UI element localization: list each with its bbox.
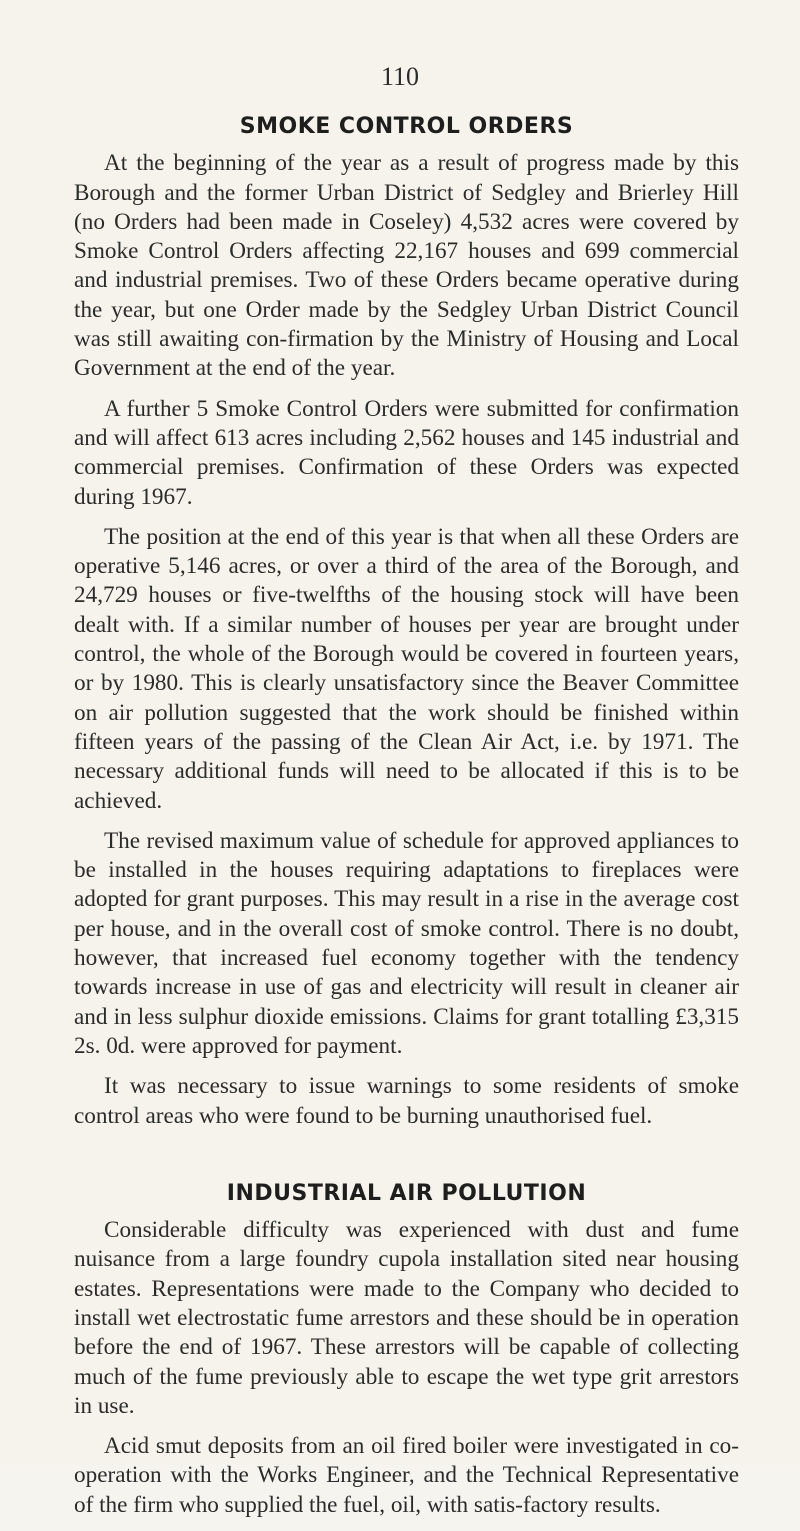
- section-smoke-control-orders: [74, 112, 739, 1131]
- paragraph: The revised maximum value of schedule for approved appliances to be installed in the houses requiring adaptations to fireplaces were adopted for grant purposes. This may result in a rise in the average cost per house, and in the overall cost of smoke control. There is no doubt, however, that increased fuel economy together with the tendency towards increase in use of gas and electricity will result in cleaner air and in less sulphur dioxide emissions. Claims for grant totalling £3,315 2s. 0d. were approved for payment.: [74, 827, 739, 1059]
- paragraph: At the beginning of the year as a result of progress made by this Borough and the former Urban District of Sedgley and Brierley Hill (no Orders had been made in Coseley) 4,532 acres were covered by Smoke Control Orders affecting 22,167 houses and 699 commercial and industrial premises. Two of these Orders became operative during the year, but one Order made by the Sedgley Urban District Council was still awaiting con-firmation by the Ministry of Housing and Local Government at the end of the year.: [74, 150, 739, 382]
- page-number: 110: [380, 62, 420, 91]
- section-heading: SMOKE CONTROL ORDERS: [239, 114, 574, 139]
- section-industrial-air-pollution: [74, 1179, 739, 1520]
- paragraph: The position at the end of this year is that when all these Orders are operative 5,146 acres, or over a third of the area of the Borough, and 24,729 houses or five-twelfths of the housing stock will have been dealt with. If a similar number of houses per year are brought under control, the whole of the Borough would be covered in fourteen years, or by 1980. This is clearly unsatisfactory since the Beaver Committee on air pollution suggested that the work should be finished within fifteen years of the passing of the Clean Air Act, i.e. by 1971. The necessary additional funds will need to be allocated if this is to be achieved.: [74, 523, 739, 814]
- document-body: [74, 112, 739, 1531]
- paragraph: Considerable difficulty was experienced with dust and fume nuisance from a large foundry cupola installation sited near housing estates. Representations were made to the Company who decided to install wet electrostatic fume arrestors and these should be in operation before the end of 1967. These arrestors will be capable of collecting much of the fume previously able to escape the wet type grit arrestors in use.: [74, 1217, 739, 1419]
- paragraph: Acid smut deposits from an oil fired boiler were investigated in co-operation with the Works Engineer, and the Technical Representative of the firm who supplied the fuel, oil, with satis-factory results.: [74, 1433, 739, 1518]
- paragraph: A further 5 Smoke Control Orders were submitted for confirmation and will affect 613 acres including 2,562 houses and 145 industrial and commercial premises. Confirmation of these Orders was expected during 1967.: [74, 395, 739, 510]
- section-heading: INDUSTRIAL AIR POLLUTION: [226, 1180, 587, 1206]
- paragraph: It was necessary to issue warnings to some residents of smoke control areas who were found to be burning unauthorised fuel.: [74, 1073, 739, 1129]
